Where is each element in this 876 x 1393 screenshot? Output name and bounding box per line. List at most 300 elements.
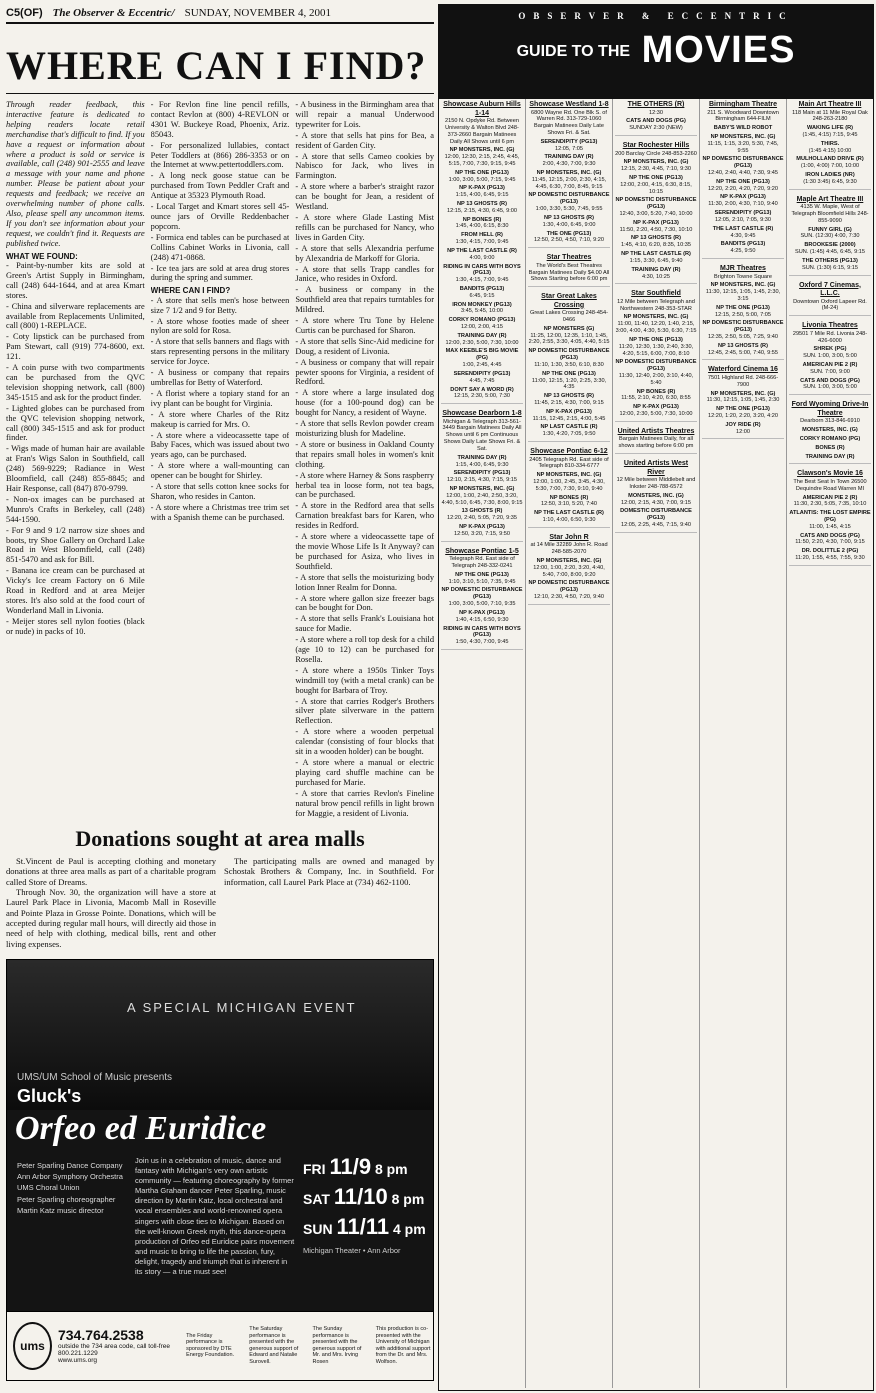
donations-paragraph: St.Vincent de Paul is accepting clothing and monetary donations at three area malls as part of a charitable program called Store of Dreams. <box>6 856 216 887</box>
where-can-i-find-heading: WHERE CAN I FIND? <box>150 286 231 296</box>
showtimes: 11:30, 2:00, 4:30, 7:10, 9:40 <box>708 201 778 208</box>
request-item: - A store that sells banners and flags with stars representing persons in the military service for Joyce. <box>150 337 290 367</box>
masthead-pre: GUIDE TO THE <box>516 42 631 60</box>
showtimes-column <box>613 99 700 1388</box>
theatre-name: Star Theatres <box>546 254 592 262</box>
theatre-name: Showcase Westland 1-8 <box>529 101 609 108</box>
showtimes: 12:20, 2:20, 4:20, 7:20, 9:20 <box>708 185 778 192</box>
showtimes: 11:20, 12:30, 1:30, 2:40, 3:30, 4:20, 5:15, 6:00, 7:00, 8:10 <box>618 343 694 357</box>
film-title: NP THE ONE (PG13) <box>542 370 596 377</box>
ad-photo-area <box>7 960 433 1110</box>
showtimes: 4:45, 7:45 <box>469 377 495 384</box>
showtimes: 1:50, 4:30, 7:00, 9:45 <box>455 639 509 646</box>
request-item: - A store that sells hat pins for Bea, a resident of Garden City. <box>295 130 434 150</box>
theatre-info: 12 Mile between Middlebelt and Inkster 248-788-6572 <box>616 477 696 490</box>
donations-paragraph: Through Nov. 30, the organization will have a store at Laurel Park Place in Livonia, Macomb Mall in Roseville and Pointe Plaza in Grosse Pointe. Donations, which will be accepted during regular mall hours, will directly aid those in need of help with clothing, medical bills, rent and other living expenses. <box>6 886 216 949</box>
film-title: THE OTHERS (PG13) <box>802 257 858 264</box>
theatre-name: Waterford Cinema 16 <box>708 366 778 374</box>
theatre-name: United Artists Theatres <box>617 427 695 435</box>
showtimes: 12:45, 2:45, 5:00, 7:40, 9:55 <box>708 349 778 356</box>
showtimes: 4:25, 9:50 <box>730 248 756 255</box>
film-title: THE ONE (PG13) <box>546 230 592 237</box>
ad-day: SAT <box>303 1190 330 1207</box>
film-title: NP 13 GHOSTS (R) <box>718 342 768 349</box>
theatre-name: Showcase Pontiac 1-5 <box>445 547 519 555</box>
theatre-info: 7501 Highland Rd. 248-666-7900 <box>707 374 779 388</box>
theatre-listing <box>789 282 871 317</box>
theatre-name: Star Rochester Hills <box>622 141 690 149</box>
film-title: JOY RIDE (R) <box>725 421 761 428</box>
film-title: BABY'S WILD ROBOT <box>713 125 773 132</box>
found-item: - Non-ox images can be purchased at Munro's Crafts in Berkeley, call (248) 544-1590. <box>6 494 145 524</box>
request-item: - A store that sells Revlon powder cream moisturizing blush for Madeline. <box>295 419 434 438</box>
film-title: AMERICAN PIE 2 (R) <box>802 361 858 368</box>
film-title: RIDING IN CARS WITH BOYS (PG13) <box>443 263 521 277</box>
film-title: CORKY ROMANO (PG) <box>799 435 861 442</box>
showtimes: 12:40, 2:40, 4:40, 7:30, 9:45 <box>708 170 778 177</box>
request-item: - A store where a large insulated dog house (for a 100-pound dog) can be bought for Nancy, a resident of Wayne. <box>295 388 434 418</box>
found-item: - Formica end tables can be purchased at Collins Cabinet Works in Livonia, call (248) 471-0868. <box>150 232 290 262</box>
showtimes: 12:00, 2:00, 4:15, 6:30, 8:15, 10:15 <box>620 181 692 195</box>
film-title: TRAINING DAY (R) <box>631 266 681 273</box>
showtimes: 12:50, 3:10, 5:20, 7:40 <box>541 501 597 508</box>
theatre-info: Michigan & Telegraph 313-561-3449 Bargain Matinees Daily All Shows until 6 pm Continuous Shows Daily Late Shows Fri. & Sat. <box>442 418 522 452</box>
theatre-listing <box>441 101 523 404</box>
film-title: CATS AND DOGS (PG) <box>800 377 860 384</box>
film-title: MONSTERS, INC. (G) <box>628 492 684 499</box>
showtimes: 1:45, 4:10, 6:20, 8:35, 10:35 <box>621 242 691 249</box>
film-title: NP MONSTERS, INC. (G) <box>623 314 689 321</box>
ad-phone-sub: outside the 734 area code, call toll-free 800.221.1229 <box>57 1343 170 1358</box>
theatre-name: THE OTHERS (R) <box>627 101 685 108</box>
film-title: AMERICAN PIE 2 (R) <box>802 494 858 501</box>
theatre-listing <box>528 448 610 528</box>
showtimes: 12:20, 1:20, 2:20, 3:20, 4:20 <box>708 413 778 420</box>
showtimes: (1:45 4:15) 10:00 <box>808 147 852 154</box>
showtimes: 11:30, 12:40, 2:00, 3:10, 4:40, 5:40 <box>618 372 694 386</box>
found-item: - Local Target and Kmart stores sell 45-ounce jars of Orville Reddenbacher popcorn. <box>150 202 290 231</box>
request-item: - A store that sells the moisturizing body lotion Inner Realm for Donna. <box>295 572 434 592</box>
request-item: - A store where a manual or electric playing card shuffle machine can be purchased for Marie. <box>295 758 434 787</box>
article-column-2 <box>151 100 290 820</box>
showtimes: 11:25, 12:00, 12:35, 1:10, 1:45, 2:20, 2:55, 3:30, 4:05, 4:40, 5:15 <box>528 332 610 346</box>
left-column <box>6 24 434 1390</box>
showtimes: (1:30 3:45) 6:45, 9:30 <box>803 178 857 185</box>
theatre-listing <box>615 142 697 284</box>
film-title: NP DOMESTIC DISTURBANCE (PG13) <box>528 580 610 594</box>
showtimes: 11:50, 2:20, 4:30, 7:00, 9:15 <box>795 539 865 546</box>
donations-body <box>6 856 434 949</box>
film-title: 13 GHOSTS (R) <box>461 508 503 515</box>
theatre-info: 2405 Telegraph Rd. East side of Telegraph 810-334-6777 <box>529 456 609 470</box>
showtimes: 12:00, 2:30, 5:00, 7:30, 10:00 <box>445 339 519 346</box>
showtimes: 12:50, 2:50, 4:50, 7:10, 9:20 <box>534 237 604 244</box>
showtimes: 4:30, 9:45 <box>730 232 756 239</box>
theatre-name: Showcase Auburn Hills 1-14 <box>443 101 521 117</box>
ad-blurb: Join us in a celebration of music, dance and fantasy with Michigan's very own artistic community — featuring choreography by former Martha Graham dancer Peter Sparling, music direction by Martin Katz, local orchestral and vocal ensembles and world-renowned opera singers with close ties to Michigan. Based on the well-known Greek myth, this dance-opera production of Orfeo ed Euridice pairs movement and music to bring to life the passion, fury, delight, tragedy and triumph that is inherent in its story — a true must see! <box>135 1155 295 1277</box>
film-title: NP DOMESTIC DISTURBANCE (PG13) <box>615 359 697 373</box>
showtimes: 12:00, 1:00, 2:40, 2:50, 3:20, 4:40, 5:10, 6:45, 7:30, 8:00, 9:15 <box>441 492 523 506</box>
issue-date: SUNDAY, NOVEMBER 4, 2001 <box>184 7 331 19</box>
film-title: NP MONSTERS, INC. (G) <box>623 159 689 166</box>
showtimes: 2:00, 4:30, 7:00, 9:30 <box>542 161 596 168</box>
film-title: CATS AND DOGS (PG) <box>626 118 686 125</box>
film-title: RIDING IN CARS WITH BOYS (PG13) <box>443 625 521 639</box>
film-title: NP K-PAX (PG13) <box>459 185 505 192</box>
theatre-name: Oxford 7 Cinemas, L.L.C. <box>799 281 861 298</box>
request-item <box>295 819 434 820</box>
request-item: - A store where a 1950s Tinker Toys windmill toy (with a metal crank) can be bought for Barbara of Troy. <box>295 665 434 695</box>
donations-column-2 <box>224 856 434 949</box>
theatre-listing <box>615 460 697 533</box>
showtimes: 12:50, 3:20, 7:15, 9:50 <box>454 530 510 537</box>
showtimes: 6:45, 9:15 <box>469 292 495 299</box>
film-title: NP LAST CASTLE (R) <box>540 424 598 431</box>
film-title: FUNNY GIRL (G) <box>808 226 852 233</box>
showtimes: 12:20, 2:40, 5:05, 7:20, 9:35 <box>447 515 517 522</box>
theatre-name: Livonia Theatres <box>802 322 858 330</box>
showtimes: 12:40, 3:00, 5:20, 7:40, 10:00 <box>619 211 693 217</box>
theatre-listing <box>441 548 523 650</box>
theatre-info: 200 Barclay Circle 248-853-2260 <box>615 150 697 157</box>
film-title: NP 13 GHOSTS (R) <box>544 214 594 221</box>
film-title: NP K-PAX (PG13) <box>720 194 766 201</box>
showtimes: 11:10, 1:30, 3:50, 6:10, 8:30 <box>534 361 604 368</box>
showtimes: 1:45, 4:00, 6:15, 8:30 <box>455 223 509 230</box>
found-item: - Coty lipstick can be purchased from Pam Stewart, call (919) 774-8600, ext. 121. <box>6 332 145 362</box>
what-we-found-heading: WHAT WE FOUND: <box>6 251 78 261</box>
showtimes: 12:00, 2:00, 4:15 <box>461 324 503 330</box>
film-title: MAX KEEBLE'S BIG MOVIE (PG) <box>445 348 519 362</box>
film-title: NP MONSTERS, INC. (G) <box>449 147 515 154</box>
showtimes: 12:05, 2:10, 7:05, 9:30 <box>715 216 771 223</box>
film-title: NP THE ONE (PG13) <box>629 336 683 343</box>
film-title: NP K-PAX (PG13) <box>459 609 505 616</box>
theatre-info: The World's Best Theatres Bargain Matinees Daily $4.00 All Shows Starting before 6:00 pm <box>528 262 610 283</box>
film-title: NP K-PAX (PG13) <box>633 219 679 226</box>
request-item: - A store where a barber's straight razor can be bought for Jean, a resident of Westland. <box>295 182 434 212</box>
request-item: - A store that sells cotton knee socks for Sharon, who resides in Canton. <box>150 482 290 501</box>
showtimes: 11:45, 2:15, 4:30, 7:00, 9:15 <box>534 399 604 406</box>
showtimes: 1:00, 3:00, 5:00, 7:10, 9:35 <box>448 601 516 608</box>
showtimes: 12:00, 1:00, 2:45, 3:45, 4:30, 5:30, 7:00, 7:30, 9:10, 9:40 <box>533 478 605 492</box>
donations-headline: Donations sought at area malls <box>75 826 365 851</box>
theatre-name: MJR Theatres <box>720 264 766 272</box>
film-title: TRAINING DAY (R) <box>457 454 507 461</box>
found-item: - Wigs made of human hair are available at Fran's Wigs Salon in Southfield, call (248) 569-9229; Radiance in West Bloomfield, call (248) 855-8845; and Hair Response, call (847) 870-9799. <box>6 444 145 493</box>
showtimes: 1:30, 4:20, 7:05, 9:50 <box>542 431 596 438</box>
found-item: - A long neck goose statue can be purchased from Town Peddler Craft and Antique at 35323 Plymouth Road. <box>150 171 290 201</box>
theatre-info: 211 S. Woodward Downtown Birmingham 644-FILM <box>707 109 779 123</box>
film-title: DOMESTIC DISTURBANCE (PG13) <box>620 508 692 522</box>
ad-day: FRI <box>303 1160 326 1177</box>
request-item: - A store that carries Rodger's Brothers silver plate silverware in the pattern Reflection. <box>295 696 434 726</box>
ad-sponsor: This production is co-presented with the University of Michigan with additional support from the Dr. and Mrs. Wolfson. <box>375 1326 431 1365</box>
theatre-name: Showcase Dearborn 1-8 <box>442 410 522 418</box>
found-item: - Meijer stores sell nylon footies (black or nude) in packs of 10. <box>6 616 145 636</box>
theatre-name: Star Great Lakes Crossing <box>541 293 597 309</box>
showtimes: 1:30, 4:00, 6:45, 9:00 <box>542 221 596 228</box>
showtimes: 1:15, 3:30, 6:45, 9:40 <box>629 257 683 264</box>
request-item: - A store that sells Trapp candles for Janice, who resides in Oxford. <box>295 264 434 284</box>
film-title: WAKING LIFE (R) <box>807 125 853 132</box>
film-title: IRON LADIES (NR) <box>805 172 855 179</box>
request-item: - A store whose footies made of sheer nylon are sold for Rosa. <box>150 316 290 336</box>
request-item: - A store where a Christmas tree trim set with a Spanish theme can be purchased. <box>150 502 290 522</box>
request-item: - A business or company that will repair pewter spoons for Virginia, a resident of Redford. <box>295 357 434 387</box>
film-title: SERENDIPITY (PG13) <box>453 470 511 477</box>
ad-credits <box>17 1160 127 1216</box>
film-title: NP DOMESTIC DISTURBANCE (PG13) <box>702 156 784 170</box>
request-item: - A store where a videocassette tape of the movie Whose Life Is It Anyway? can be purchased for Asiza, who lives in Southfield. <box>295 532 434 571</box>
ad-date-row <box>303 1184 433 1210</box>
film-title: TRAINING DAY (R) <box>457 332 507 339</box>
film-title: NP K-PAX (PG13) <box>459 524 505 531</box>
film-title: NP MONSTERS, INC. (G) <box>536 558 602 564</box>
showtimes: 4:30, 10:25 <box>642 273 670 280</box>
theatre-listing <box>528 254 610 287</box>
found-item: - China and silverware replacements are available from Replacements Unlimited, call (800) 1-REPLACE. <box>6 301 145 331</box>
theatre-name: United Artists West River <box>623 460 689 476</box>
request-item: - A business in the Birmingham area that will repair a manual Underwood typewriter for Lois. <box>295 100 434 129</box>
ad-contact <box>58 1327 180 1364</box>
found-item: - For Revlon fine line pencil refills, contact Revlon at (800) 4-REVLON or 4301 W. Buckeye Road, Phoenix, Ariz. 85043. <box>150 100 290 139</box>
showtimes: 1:00, 2:45, 4:45 <box>462 362 502 369</box>
showtimes: 12:15, 2:50, 5:00, 7:05 <box>715 311 771 318</box>
theatre-name: Ford Wyoming Drive-In Theatre <box>791 401 869 417</box>
film-title: SHREK (PG) <box>813 346 847 353</box>
theatre-info: at 14 Mile 32289 John R. Road 248-585-2070 <box>530 542 608 556</box>
theatre-listing <box>789 322 871 395</box>
film-title: NP THE ONE (PG13) <box>716 178 770 185</box>
ad-time: 8 pm <box>374 1160 408 1177</box>
theatre-listing <box>615 428 697 454</box>
ad-dates <box>303 1150 433 1255</box>
showtimes: 1:30, 4:15, 7:00, 9:45 <box>455 277 509 284</box>
film-title: CATS AND DOGS (PG) <box>800 532 860 539</box>
theatre-name: Star Southfield <box>631 290 681 298</box>
film-title: NP MONSTERS, INC. (G) <box>536 170 602 177</box>
ad-date-row <box>303 1154 433 1180</box>
theatre-info: The Best Seat In Town 26500 Dequindre Road Warren MI <box>793 478 867 492</box>
theatre-listing <box>789 101 871 190</box>
film-title: NP BONES (R) <box>462 216 502 223</box>
theatre-info: Brighton Towne Square <box>713 273 773 280</box>
film-title: NP MONSTERS, INC. (G) <box>536 472 602 479</box>
showtimes: (1:00, 4:00) 7:00, 10:00 <box>800 163 860 170</box>
donations-paragraph: The participating malls are owned and managed by Schostak Brothers & Company, Inc. in Southfield. For information, call Laurel Park Place at (734) 462-1100. <box>224 856 434 887</box>
paper-name: The Observer & Eccentric/ <box>52 7 175 19</box>
ad-sponsor: The Friday performance is sponsored by DTE Energy Foundation. <box>186 1332 235 1359</box>
request-item: - A store where Charles of the Ritz makeup is carried for Mrs. O. <box>150 409 290 429</box>
request-item: - A store that sells Sinc-Aid medicine for Doug, a resident of Livonia. <box>295 336 434 356</box>
film-title: NP BONES (R) <box>549 494 589 501</box>
ad-date: 11/9 <box>329 1153 372 1179</box>
theatre-info: 12 Mile between Telegraph and Northwestern 248-353-STAR <box>617 298 695 312</box>
theatre-info: 118 Main at 11 Mile Royal Oak 248-263-2180 <box>792 109 868 123</box>
film-title: NP THE ONE (PG13) <box>716 406 770 413</box>
found-item: - Lighted globes can be purchased from the QVC television shopping network, call (800) 345-1515 and ask for product finder. <box>6 403 145 443</box>
theatre-info: Great Lakes Crossing 248-454-0466 <box>529 310 609 323</box>
film-title: NP THE LAST CASTLE (R) <box>534 510 604 517</box>
theatre-info: Dearborn 313-846-6910 <box>800 418 860 425</box>
theatre-info: 12:30 <box>649 109 663 116</box>
showtimes: 1:10, 3:10, 5:10, 7:35, 9:45 <box>448 578 516 585</box>
ad-credit: Ann Arbor Symphony Orchestra <box>17 1172 123 1182</box>
showtimes: 11:20, 1:55, 4:55, 7:55, 9:30 <box>795 555 865 561</box>
request-item: - A store where Glade Lasting Mist refills can be purchased for Nancy, who lives in Garden City. <box>295 212 434 242</box>
film-title: MONSTERS, INC. (G) <box>802 427 858 434</box>
request-item: - A store where a wooden perpetual calendar (consisting of four blocks that sit in a wooden holder) can be bought. <box>295 727 434 757</box>
opera-advertisement <box>6 959 434 1381</box>
theatre-name: Showcase Pontiac 6-12 <box>530 448 608 455</box>
theatre-info: Telegraph Rd. East side of Telegraph 248-332-0241 <box>449 556 515 569</box>
film-title: TRAINING DAY (R) <box>805 453 855 460</box>
film-title: SERENDIPITY (PG13) <box>453 370 511 377</box>
movie-guide-masthead <box>439 5 873 99</box>
showtimes: 1:00, 3:30, 5:30, 7:45, 9:55 <box>535 206 603 213</box>
theatre-listing <box>702 265 784 360</box>
ad-credit: UMS Choral Union <box>17 1183 80 1193</box>
ad-venue: Michigan Theater • Ann Arbor <box>303 1245 401 1255</box>
ad-phone: 734.764.2538 <box>57 1327 144 1344</box>
found-item: - Ice tea jars are sold at area drug stores during the spring and summer. <box>150 263 290 283</box>
request-item: - A store where Tru Tone by Helene Curtis can be purchased for Sharon. <box>295 316 434 335</box>
theatre-listing <box>528 101 610 248</box>
theatre-listing <box>702 366 784 439</box>
film-title: CORKY ROMANO (PG13) <box>448 317 516 324</box>
film-title: ATLANTIS: THE LOST EMPIRE (PG) <box>789 510 871 523</box>
film-title: NP MONSTERS, INC. (G) <box>710 282 776 289</box>
showtimes: 1:00, 3:00, 5:00, 7:15, 9:45 <box>448 176 516 183</box>
showtimes: 11:15, 12:45, 2:15, 4:00, 5:45 <box>532 415 606 422</box>
theatre-info: 6800 Wayne Rd. One Blk S. of Warren Rd. 313-729-1060 Bargain Matinees Daily Late Shows Fri. & Sat. <box>531 109 607 136</box>
showtimes: 1:15, 4:00, 6:45, 9:15 <box>455 192 509 199</box>
film-title: NP 13 GHOSTS (R) <box>544 393 594 400</box>
showtimes: SUN. (1:30) 6:15, 9:15 <box>802 264 858 271</box>
ad-credit: Martin Katz music director <box>17 1205 104 1215</box>
showtimes: 12:00, 2:15, 4:30, 7:00, 9:15 <box>621 499 691 506</box>
film-title: MULHOLLAND DRIVE (R) <box>796 156 864 163</box>
showtimes: 12:00, 2:30, 5:00, 7:30, 10:00 <box>619 411 693 418</box>
film-title: NP MONSTERS, INC. (G) <box>710 390 776 397</box>
showtimes: 12:15, 2:30, 4:45, 7:10, 9:30 <box>621 166 691 173</box>
request-item: - A store that sells Cameo cookies by Nabisco for Jack, who lives in Farmington. <box>295 151 434 181</box>
theatre-listing <box>615 290 697 422</box>
ad-sponsor: The Sunday performance is presented with the generous support of Mr. and Mrs. Irving Rosen <box>312 1326 362 1365</box>
film-title: NP MONSTERS (G) <box>543 325 595 332</box>
theatre-name: Clawson's Movie 16 <box>797 470 863 478</box>
article-intro: Through reader feedback, this interactive feature is dedicated to helping readers locate retail merchandise that's difficult to find. If you have a request or information about where a product is sold or service is available, call (248) 901-2555 and leave a message with your name and phone number. Please be patient about your requests and feedback; we receive an overwhelming number of phone calls. Also, please spell any uncommon items. If you don't see information about your request, we couldn't find it. Requests are published twice. <box>6 100 145 248</box>
film-title: NP DOMESTIC DISTURBANCE (PG13) <box>702 320 784 334</box>
ad-time: 4 pm <box>392 1220 426 1237</box>
ad-credit: Peter Sparling choreographer <box>17 1194 116 1204</box>
request-item: - A store where Harney & Sons raspberry herbal tea in loose form, not tea bags, can be purchased. <box>295 470 434 500</box>
showtimes: 11:00, 11:40, 12:20, 1:40, 2:15, 3:00, 4:00, 4:30, 5:30, 6:30, 7:15 <box>615 321 697 335</box>
request-item: - A store in the Redford area that sells Carnation breakfast bars for Karen, who resides in Redford. <box>295 501 434 531</box>
film-title: BONES (R) <box>815 444 845 451</box>
film-title: SERENDIPITY (PG13) <box>714 210 772 217</box>
showtimes-column <box>526 99 613 1388</box>
film-title: NP K-PAX (PG13) <box>546 408 592 415</box>
donations-column-1 <box>6 856 216 949</box>
film-title: FROM HELL (R) <box>461 232 503 239</box>
film-title: NP MONSTERS, INC. (G) <box>710 133 776 140</box>
showtimes: 11:30, 12:15, 1:05, 1:45, 2:30 <box>706 397 780 404</box>
request-item: - A business or company that repairs umbrellas for Betty of Waterford. <box>150 368 290 387</box>
request-item: - A store that sells Alexandria perfume by Alexandria de Markoff for Gloria. <box>295 243 434 263</box>
ad-title: Orfeo ed Euridice <box>15 1109 267 1147</box>
ad-date: 11/11 <box>336 1213 390 1239</box>
ad-composer: Gluck's <box>17 1085 82 1106</box>
showtimes: 1:15, 4:00, 6:45, 9:30 <box>455 461 509 468</box>
showtimes: 1:10, 4:00, 6:50, 9:30 <box>542 517 596 524</box>
ad-date-row <box>303 1214 433 1240</box>
film-title: SERENDIPITY (PG13) <box>540 138 598 145</box>
showtimes: 12:05, 7:05 <box>555 145 583 152</box>
film-title: THIRS. <box>820 140 840 147</box>
theatre-listing <box>789 470 871 565</box>
showtimes-column <box>439 99 526 1388</box>
showtimes: 11:45, 12:15, 2:00, 2:30, 4:15, 4:45, 6:30, 7:00, 8:45, 9:15 <box>531 176 607 190</box>
film-title: NP THE LAST CASTLE (R) <box>621 251 691 258</box>
theatre-info: 29501 7 Mile Rd. Livonia 248-426-6000 <box>792 330 868 344</box>
showtimes: 3:45, 5:45, 10:00 <box>461 308 503 315</box>
showtimes-grid <box>439 99 873 1388</box>
request-item: - A store that carries Revlon's Fineline natural brow pencil refills in light brown for Maggie, a resident of Livonia. <box>295 788 434 818</box>
theatre-info: Downtown Oxford Lapeer Rd. (M-24) <box>793 298 867 312</box>
request-item: - A store where a videocassette tape of Baby Faces, which was issued about two years ago, can be purchased. <box>150 430 290 460</box>
film-title: NP DOMESTIC DISTURBANCE (PG13) <box>615 197 697 211</box>
theatre-name: Maple Art Theatre III <box>796 195 864 203</box>
film-title: NP DOMESTIC DISTURBANCE (PG13) <box>528 348 610 362</box>
found-item: - A coin purse with two compartments can be purchased from the QVC television shopping network, call (800) 345-1515 and ask for the product finder. <box>6 363 145 402</box>
request-item: - A store that sells men's hose between size 7 1/2 and 9 for Betty. <box>150 295 290 315</box>
film-title: BROOKESIE (2000) <box>804 242 856 249</box>
showtimes: 4:00, 9:00 <box>469 254 495 261</box>
showtimes: 12:10, 2:15, 4:30, 7:15, 9:15 <box>447 477 517 484</box>
request-item: - A business or company in the Southfield area that repairs turntables for Mildred. <box>295 285 434 315</box>
ad-banner: A SPECIAL MICHIGAN EVENT <box>127 999 357 1015</box>
showtimes: 12:10, 2:30, 4:50, 7:20, 9:40 <box>534 594 604 601</box>
showtimes: 12:05, 2:25, 4:45, 7:15, 9:40 <box>621 521 691 528</box>
masthead-title <box>439 29 873 72</box>
theatre-listing <box>528 293 610 442</box>
request-item: - A store where a roll top desk for a child (age 10 to 12) can be purchased for Rosella. <box>295 635 434 664</box>
showtimes: 1:30, 4:15, 7:00, 9:45 <box>455 239 509 246</box>
found-item: - Paint-by-number kits are sold at Green's Artist Supply in Birmingham, call (248) 644-1644, and at area Kmart stores. <box>6 261 145 300</box>
showtimes-column <box>700 99 787 1388</box>
film-title: NP 13 GHOSTS (R) <box>457 201 507 207</box>
ad-credit: Peter Sparling Dance Company <box>17 1160 123 1170</box>
showtimes: 11:55, 2:10, 4:20, 6:30, 8:55 <box>621 395 691 402</box>
film-title: NP K-PAX (PG13) <box>633 404 679 411</box>
film-title: NP THE ONE (PG13) <box>716 304 770 311</box>
film-title: BANDITS (PG13) <box>459 285 505 292</box>
request-item: - A store or business in Oakland County that repairs small holes in women's knit clothing. <box>295 439 434 469</box>
film-title: NP THE ONE (PG13) <box>455 571 509 578</box>
request-item: - A florist where a topiary stand for an ivy plant can be bought for Virginia. <box>150 388 290 408</box>
showtimes: 12:00, 1:00, 2:20, 3:20, 4:40, 5:40, 7:00, 8:00, 9:20 <box>533 564 605 578</box>
film-title: NP DOMESTIC DISTURBANCE (PG13) <box>528 192 610 206</box>
found-item: - For personalized lullabies, contact Peter Toddlers at (866) 286-3353 or on the Internet at www.pettertoddlers.com. <box>150 140 290 170</box>
film-title: NP MONSTERS, INC. (G) <box>449 485 515 492</box>
ad-sponsor: The Saturday performance is presented with the generous support of Edward and Natalie Surovell. <box>249 1326 299 1365</box>
theatre-listing <box>789 196 871 276</box>
showtimes: SUN. (1:45) 4:45, 6:45, 9:15 <box>795 249 865 256</box>
showtimes: 11:30, 2:30, 5:05, 7:35, 10:10 <box>793 501 867 508</box>
ad-time: 8 pm <box>391 1190 425 1207</box>
